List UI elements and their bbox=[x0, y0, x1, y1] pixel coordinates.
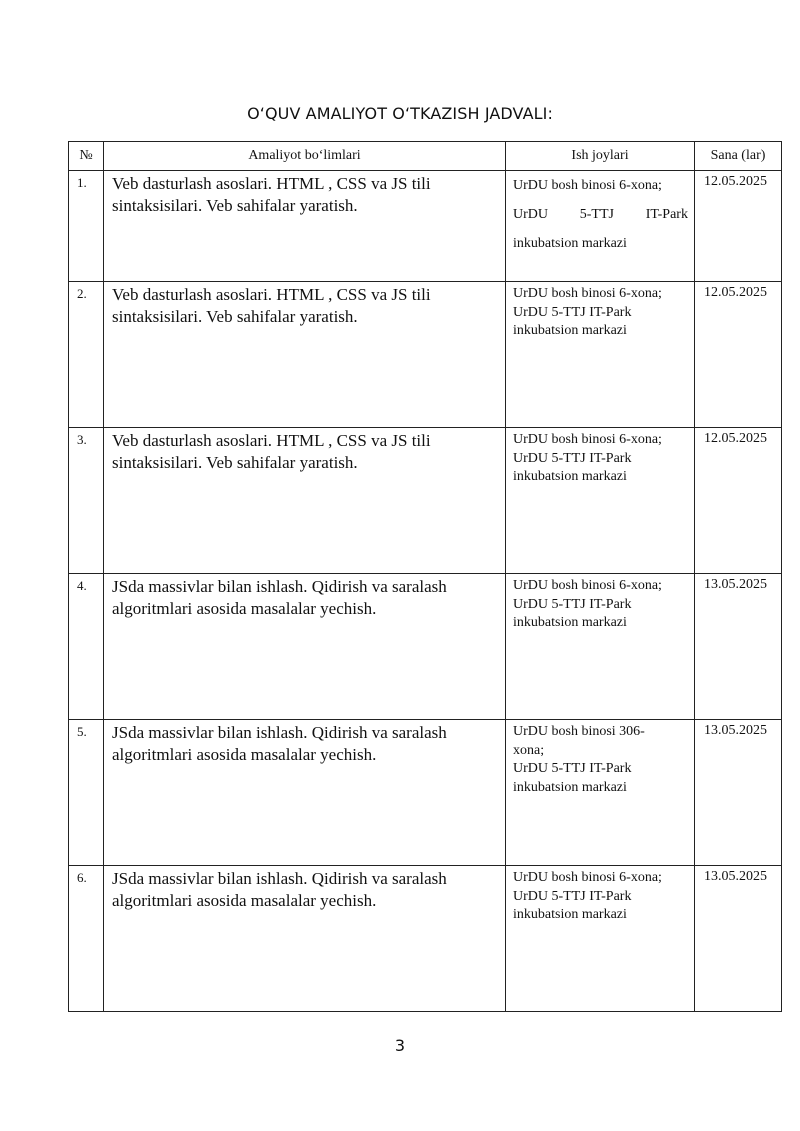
row-date: 12.05.2025 bbox=[695, 171, 782, 282]
table-row bbox=[69, 574, 782, 720]
table-header-row bbox=[69, 142, 782, 171]
row-topic: JSda massivlar bilan ishlash. Qidirish va saralash algoritmlari asosida masalalar yechish. bbox=[104, 720, 506, 866]
row-date: 13.05.2025 bbox=[695, 866, 782, 1012]
table-row bbox=[69, 282, 782, 428]
row-date: 12.05.2025 bbox=[695, 282, 782, 428]
row-topic: Veb dasturlash asoslari. HTML , CSS va JS tili sintaksisilari. Veb sahifalar yaratish. bbox=[104, 171, 506, 282]
row-workplace-line-justified: UrDU 5-TTJ IT-Park bbox=[513, 207, 688, 222]
table-row bbox=[69, 866, 782, 1012]
row-number: 5. bbox=[69, 720, 104, 866]
row-number: 2. bbox=[69, 282, 104, 428]
row-topic: JSda massivlar bilan ishlash. Qidirish va saralash algoritmlari asosida masalalar yechish. bbox=[104, 574, 506, 720]
row-date: 13.05.2025 bbox=[695, 574, 782, 720]
row-number: 4. bbox=[69, 574, 104, 720]
header-dates: Sana (lar) bbox=[695, 142, 782, 171]
table-row bbox=[69, 428, 782, 574]
row-date: 13.05.2025 bbox=[695, 720, 782, 866]
page-number: 3 bbox=[394, 1036, 406, 1055]
practice-schedule-table bbox=[68, 141, 782, 1012]
row-workplace: UrDU bosh binosi 6-xona; UrDU 5-TTJ IT-Park inkubatsion markazi bbox=[506, 171, 695, 282]
header-sections: Amaliyot bo‘limlari bbox=[104, 142, 506, 171]
table-row bbox=[69, 171, 782, 282]
document-title: O‘QUV AMALIYOT O‘TKAZISH JADVALI: bbox=[247, 104, 553, 123]
row-workplace: UrDU bosh binosi 6-xona; UrDU 5-TTJ IT-Park inkubatsion markazi bbox=[506, 428, 695, 574]
row-workplace: UrDU bosh binosi 6-xona; UrDU 5-TTJ IT-Park inkubatsion markazi bbox=[506, 282, 695, 428]
row-number: 1. bbox=[69, 171, 104, 282]
header-workplaces: Ish joylari bbox=[506, 142, 695, 171]
row-number: 3. bbox=[69, 428, 104, 574]
row-workplace: UrDU bosh binosi 6-xona; UrDU 5-TTJ IT-Park inkubatsion markazi bbox=[506, 866, 695, 1012]
table-row bbox=[69, 720, 782, 866]
row-workplace: UrDU bosh binosi 6-xona; UrDU 5-TTJ IT-Park inkubatsion markazi bbox=[506, 574, 695, 720]
row-topic: Veb dasturlash asoslari. HTML , CSS va JS tili sintaksisilari. Veb sahifalar yaratish. bbox=[104, 428, 506, 574]
row-date: 12.05.2025 bbox=[695, 428, 782, 574]
row-topic: Veb dasturlash asoslari. HTML , CSS va JS tili sintaksisilari. Veb sahifalar yaratish. bbox=[104, 282, 506, 428]
row-workplace: UrDU bosh binosi 306- xona; UrDU 5-TTJ IT-Park inkubatsion markazi bbox=[506, 720, 695, 866]
row-number: 6. bbox=[69, 866, 104, 1012]
row-topic: JSda massivlar bilan ishlash. Qidirish va saralash algoritmlari asosida masalalar yechish. bbox=[104, 866, 506, 1012]
header-number: № bbox=[69, 142, 104, 171]
